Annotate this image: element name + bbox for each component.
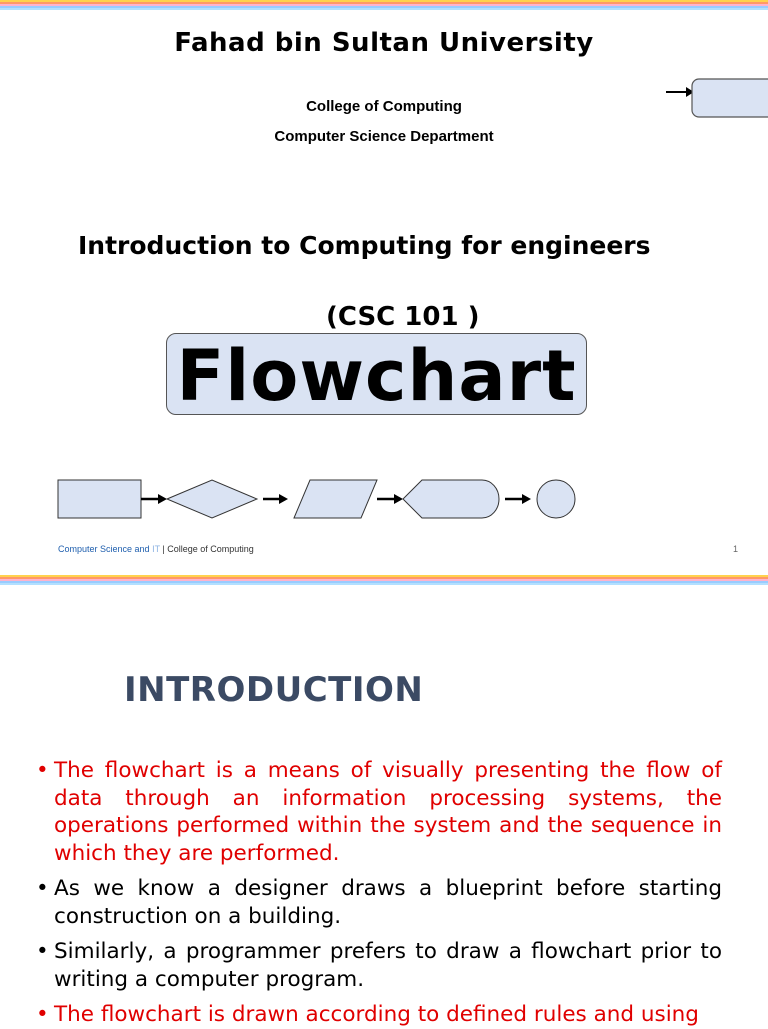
bullet-dot-icon: • [36, 758, 49, 783]
course-title: Introduction to Computing for engineers [78, 231, 651, 260]
footer-dept: Computer Science and [58, 544, 153, 554]
slide-footer [58, 544, 254, 554]
arrow-icon [263, 494, 288, 504]
arrow-icon [141, 494, 167, 504]
footer-it: IT [152, 544, 160, 554]
flowchart-shapes-row [0, 472, 768, 532]
course-code: (CSC 101 ) [326, 302, 480, 332]
bullet-dot-icon: • [36, 876, 49, 901]
bullet-text: The flowchart is a means of visually presenting the flow of data through an information processing systems, the operations performed within the system and the sequence in which they are performed. [54, 758, 722, 866]
main-title: Flowchart [176, 335, 577, 417]
decision-diamond-icon [167, 480, 257, 518]
top-color-stripe [0, 0, 768, 12]
arrow-icon [505, 494, 531, 504]
bullet-item [36, 1001, 722, 1029]
arrow-icon [377, 494, 403, 504]
footer-college: | College of Computing [159, 544, 254, 554]
input-output-parallelogram-icon [294, 480, 377, 518]
university-name: Fahad bin Sultan University [174, 28, 594, 58]
process-box-icon [58, 480, 141, 518]
bullet-item [36, 757, 722, 867]
display-shape-icon [403, 480, 499, 518]
bullet-text: Similarly, a programmer prefers to draw a flowchart prior to writing a computer program. [54, 939, 722, 992]
bullet-text: The flowchart is drawn according to defined rules and using [54, 1002, 699, 1027]
bullet-item [36, 875, 722, 930]
connector-circle-icon [537, 480, 575, 518]
section-heading: INTRODUCTION [124, 670, 424, 710]
bullet-item [36, 938, 722, 993]
bullet-dot-icon: • [36, 1002, 49, 1027]
bullet-dot-icon: • [36, 939, 49, 964]
page-number: 1 [733, 544, 739, 554]
college-name: College of Computing [306, 98, 462, 115]
middle-color-stripe [0, 575, 768, 587]
bullet-text: As we know a designer draws a blueprint before starting construction on a building. [54, 876, 722, 929]
department-name: Computer Science Department [274, 128, 494, 145]
